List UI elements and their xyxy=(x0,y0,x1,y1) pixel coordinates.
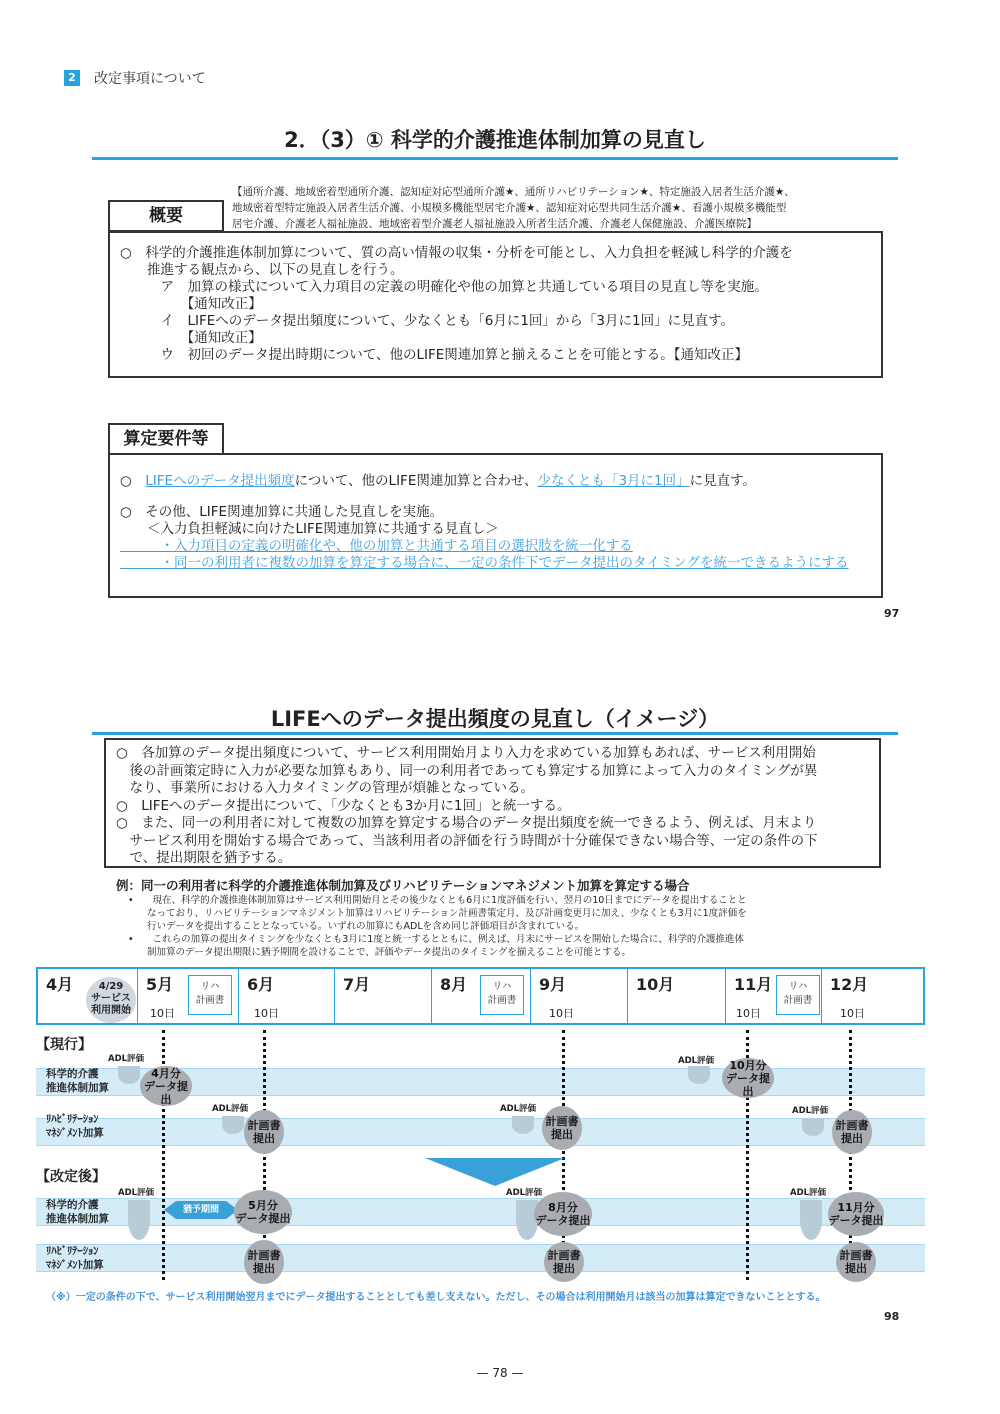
oval-text: 計画書 xyxy=(545,1115,579,1128)
revised-science-submit-aug xyxy=(534,1192,592,1236)
month-label: 4月 xyxy=(46,975,74,994)
req-prefix: ○ xyxy=(120,473,146,489)
current-science-submit-apr xyxy=(140,1066,192,1106)
evaluation-drop-icon xyxy=(802,1118,824,1136)
req-text: について、他のLIFE関連加算と合わせ、 xyxy=(294,473,538,489)
month-cell xyxy=(726,969,822,1023)
rehab-text: リハ xyxy=(788,981,808,992)
slide1-title-rule xyxy=(92,157,898,160)
grace-period-label: 猶予期間 xyxy=(176,1201,226,1219)
example-line: 制加算のデータ提出期限に猶予期間を設けることで、評価やデータ提出のタイミングを揃えることを可能とする。 xyxy=(128,947,631,958)
revised-tag: 【改定後】 xyxy=(36,1169,106,1185)
oval-text: 提出 xyxy=(553,1262,575,1275)
service-line: 【通所介護、地域密着型通所介護、認知症対応型通所介護★、通所リハビリテーション★、特定施設入居者生活介護★、 xyxy=(232,186,795,198)
oval-text: 提出 xyxy=(841,1132,863,1145)
row-label-text: 科学的介護 xyxy=(46,1199,99,1211)
oval-text: 計画書 xyxy=(839,1249,873,1262)
current-science-submit-oct xyxy=(722,1058,774,1098)
section-badge: 2 xyxy=(64,70,80,86)
summary-line: なり、事業所における入力タイミングの管理が煩雑となっている。 xyxy=(116,780,534,796)
slide2-title-rule xyxy=(92,732,898,735)
adl-evaluation-label: ADL評価 xyxy=(118,1188,155,1198)
month-label: 8月 xyxy=(440,975,468,994)
rehab-text: 計画書 xyxy=(195,995,225,1006)
evaluation-drop-icon xyxy=(800,1200,822,1240)
row-label-text: 推進体制加算 xyxy=(46,1082,109,1094)
change-arrow-icon xyxy=(425,1158,565,1186)
req-highlight: LIFEへのデータ提出頻度 xyxy=(145,473,295,489)
grace-period-arrow xyxy=(164,1201,238,1219)
rehab-text: 計画書 xyxy=(783,995,813,1006)
oval-text: 計画書 xyxy=(247,1249,281,1262)
oval-text: 提出 xyxy=(253,1262,275,1275)
current-tag: 【現行】 xyxy=(36,1037,92,1053)
oval-text: 提出 xyxy=(845,1262,867,1275)
evaluation-drop-icon xyxy=(118,1066,140,1084)
row-label-text: ﾏﾈｼﾞﾒﾝﾄ加算 xyxy=(46,1259,104,1271)
rehab-plan-box xyxy=(776,975,820,1015)
month-timeline xyxy=(36,967,925,1025)
service-start-marker xyxy=(86,977,136,1023)
section-label: 改定事項について xyxy=(94,71,206,87)
summary-panel xyxy=(104,738,881,868)
month-cell xyxy=(335,969,432,1023)
summary-line: ○ LIFEへのデータ提出について、「少なくとも3か月に1回」と統一する。 xyxy=(116,797,571,814)
oval-text: 提出 xyxy=(551,1128,573,1141)
summary-line: ○ 各加算のデータ提出頻度について、サービス利用開始月より入力を求めている加算もあれば、サービス利用開始 xyxy=(116,745,816,761)
req-highlight: 少なくとも「3月に1回」 xyxy=(537,473,690,489)
overview-tag: 概要 xyxy=(108,200,224,232)
month-label: 10月 xyxy=(636,975,675,994)
slide2-page-number: 98 xyxy=(884,1310,900,1323)
overview-line: 【通知改正】 xyxy=(120,330,262,346)
month-cell xyxy=(628,969,726,1023)
revised-rehab-plan-jun xyxy=(244,1240,284,1284)
month-label: 11月 xyxy=(734,975,773,994)
oval-text: データ提出 xyxy=(235,1212,291,1225)
summary-line: で、提出期限を猶予する。 xyxy=(116,850,292,866)
month-cell xyxy=(531,969,628,1023)
day-label: 10日 xyxy=(840,1007,865,1020)
adl-evaluation-label: ADL評価 xyxy=(506,1188,543,1198)
example-title: 例：同一の利用者に科学的介護推進体制加算及びリハビリテーションマネジメント加算を算定する場合 xyxy=(116,878,690,893)
adl-evaluation-label: ADL評価 xyxy=(108,1054,145,1064)
start-text: サービス xyxy=(91,993,131,1004)
row-label-text: ﾏﾈｼﾞﾒﾝﾄ加算 xyxy=(46,1127,104,1139)
month-label: 12月 xyxy=(830,975,869,994)
start-date: 4/29 xyxy=(98,981,124,992)
revised-science-submit-may xyxy=(234,1190,292,1234)
adl-evaluation-label: ADL評価 xyxy=(792,1106,829,1116)
oval-text: データ提出 xyxy=(144,1079,188,1106)
month-cell xyxy=(38,969,138,1023)
example-line: • 現在、科学的介護推進体制加算はサービス利用開始月とその後少なくとも6月に1度評価を行い、翌月の10日までにデータを提出することと xyxy=(128,895,747,906)
start-text: 利用開始 xyxy=(91,1005,131,1016)
month-label: 9月 xyxy=(539,975,567,994)
month-label: 5月 xyxy=(146,975,174,994)
rehab-text: リハ xyxy=(200,981,220,992)
oval-text: データ提出 xyxy=(726,1071,770,1098)
summary-line: 後の計画策定時に入力が必要な加算もあり、同一の利用者であっても算定する加算によって入力のタイミングが異 xyxy=(116,762,818,779)
row-label-text: 科学的介護 xyxy=(46,1068,99,1080)
revised-science-submit-nov xyxy=(828,1192,884,1236)
current-rehab-plan-jun xyxy=(244,1110,284,1154)
summary-line: サービス利用を開始する場合であって、当該利用者の評価を行う時間が十分確保できない場合等、一定の条件の下 xyxy=(116,832,818,849)
adl-evaluation-label: ADL評価 xyxy=(212,1104,249,1114)
slide1-page-number: 97 xyxy=(884,607,900,620)
slide2-title: LIFEへのデータ提出頻度の見直し（イメージ） xyxy=(270,707,720,731)
example-line: なっており、リハビリテーションマネジメント加算はリハビリテーション計画書策定月、及び計画変更月に加え、少なくとも3月に1度評価を xyxy=(128,908,747,919)
day-label: 10日 xyxy=(254,1007,279,1020)
oval-text: データ提出 xyxy=(535,1214,591,1227)
oval-text: データ提出 xyxy=(828,1214,884,1227)
rehab-plan-box xyxy=(480,975,524,1015)
rehab-text: リハ xyxy=(492,981,512,992)
row-label-text: ﾘﾊﾋﾞﾘﾃｰｼｮﾝ xyxy=(46,1113,99,1125)
evaluation-drop-icon xyxy=(512,1116,534,1134)
current-rehab-label xyxy=(46,1112,104,1140)
row-label-text: 推進体制加算 xyxy=(46,1213,109,1225)
overview-line: ウ 初回のデータ提出時期について、他のLIFE関連加算と揃えることを可能とする。【通知改正】 xyxy=(120,347,749,363)
oval-text: 計画書 xyxy=(547,1249,581,1262)
current-rehab-plan-sep xyxy=(542,1106,582,1150)
oval-text: 11月分 xyxy=(837,1201,875,1214)
day-label: 10日 xyxy=(549,1007,574,1020)
current-science-label xyxy=(46,1067,109,1095)
oval-text: 計画書 xyxy=(835,1119,869,1132)
example-line: 行いデータを提出することとなっている。いずれの加算にもADLを含め同じ評価項目が含まれている。 xyxy=(128,921,585,932)
oval-text: 10月分 xyxy=(729,1058,767,1072)
oval-text: 計画書 xyxy=(247,1119,281,1132)
revised-rehab-plan-sep xyxy=(544,1242,584,1282)
footnote: （※）一定の条件の下で、サービス利用開始翌月までにデータ提出することとしても差し支えない。ただし、その場合は利用開始月は該当の加算は算定できないこととする。 xyxy=(46,1292,826,1303)
month-cell xyxy=(432,969,531,1023)
overview-line: 【通知改正】 xyxy=(120,296,262,312)
month-cell xyxy=(138,969,239,1023)
current-rehab-plan-dec xyxy=(832,1110,872,1154)
requirement-line xyxy=(120,555,881,572)
oval-text: 5月分 xyxy=(248,1199,278,1212)
service-list xyxy=(232,184,892,232)
summary-line: ○ また、同一の利用者に対して複数の加算を算定する場合のデータ提出頻度を統一できるよう、例えば、月末より xyxy=(116,815,817,831)
revised-science-label xyxy=(46,1198,109,1226)
overview-line: ○ 科学的介護推進体制加算について、質の高い情報の収集・分析を可能とし、入力負担を軽減し科学的介護を xyxy=(120,245,793,261)
month-cell xyxy=(822,969,923,1023)
oval-text: 4月分 xyxy=(151,1066,181,1080)
overview-panel xyxy=(108,231,883,378)
requirement-line xyxy=(120,538,881,555)
adl-evaluation-label: ADL評価 xyxy=(678,1056,715,1066)
slide1-title: 2．（3）① 科学的介護推進体制加算の見直し xyxy=(284,128,706,152)
requirement-line: ○ その他、LIFE関連加算に共通した見直しを実施。 xyxy=(120,504,444,520)
rehab-text: 計画書 xyxy=(487,995,517,1006)
requirement-line xyxy=(120,473,881,490)
req-text: に見直す。 xyxy=(689,473,757,489)
adl-evaluation-label: ADL評価 xyxy=(790,1188,827,1198)
overview-line: イ LIFEへのデータ提出頻度について、少なくとも「6月に1回」から「3月に1回」に見直す。 xyxy=(120,313,735,329)
evaluation-drop-icon xyxy=(128,1200,150,1240)
oval-text: 提出 xyxy=(253,1132,275,1145)
req-highlight: ・入力項目の定義の明確化や、他の加算と共通する項目の選択肢を統一化する xyxy=(120,538,633,554)
requirements-tag: 算定要件等 xyxy=(108,423,224,455)
page-footer: — 78 — xyxy=(476,1366,524,1380)
service-line: 地域密着型特定施設入居者生活介護、小規模多機能型居宅介護★、認知症対応型共同生活介護★、看護小規模多機能型 xyxy=(232,202,787,214)
req-highlight: ・同一の利用者に複数の加算を算定する場合に、一定の条件下でデータ提出のタイミングを統一できるようにする xyxy=(120,555,849,571)
arrow-left-icon xyxy=(164,1201,176,1219)
service-line: 居宅介護、介護老人福祉施設、地域密着型介護老人福祉施設入所者生活介護、介護老人保健施設、介護医療院】 xyxy=(232,218,757,230)
oval-text: 8月分 xyxy=(548,1201,578,1214)
evaluation-drop-icon xyxy=(222,1116,244,1134)
requirement-line: ＜入力負担軽減に向けたLIFE関連加算に共通する見直し＞ xyxy=(120,521,499,537)
evaluation-drop-icon xyxy=(688,1066,710,1084)
requirements-panel xyxy=(108,453,883,598)
example-line: • これらの加算の提出タイミングを少なくとも3月に1度と統一するとともに、例えば、月末にサービスを開始した場合に、科学的介護推進体 xyxy=(128,934,744,945)
day-label: 10日 xyxy=(736,1007,761,1020)
day-label: 10日 xyxy=(150,1007,175,1020)
month-label: 6月 xyxy=(247,975,275,994)
revised-rehab-band xyxy=(36,1244,925,1272)
current-rehab-band xyxy=(36,1118,925,1146)
example-bullets xyxy=(128,894,888,959)
row-label-text: ﾘﾊﾋﾞﾘﾃｰｼｮﾝ xyxy=(46,1245,99,1257)
rehab-plan-box xyxy=(188,975,232,1015)
overview-line: 推進する観点から、以下の見直しを行う。 xyxy=(120,262,404,278)
revised-rehab-label xyxy=(46,1244,104,1272)
month-cell xyxy=(239,969,335,1023)
overview-line: ア 加算の様式について入力項目の定義の明確化や他の加算と共通している項目の見直し等を実施。 xyxy=(120,279,768,295)
adl-evaluation-label: ADL評価 xyxy=(500,1104,537,1114)
month-label: 7月 xyxy=(343,975,371,994)
revised-rehab-plan-dec xyxy=(836,1242,876,1282)
